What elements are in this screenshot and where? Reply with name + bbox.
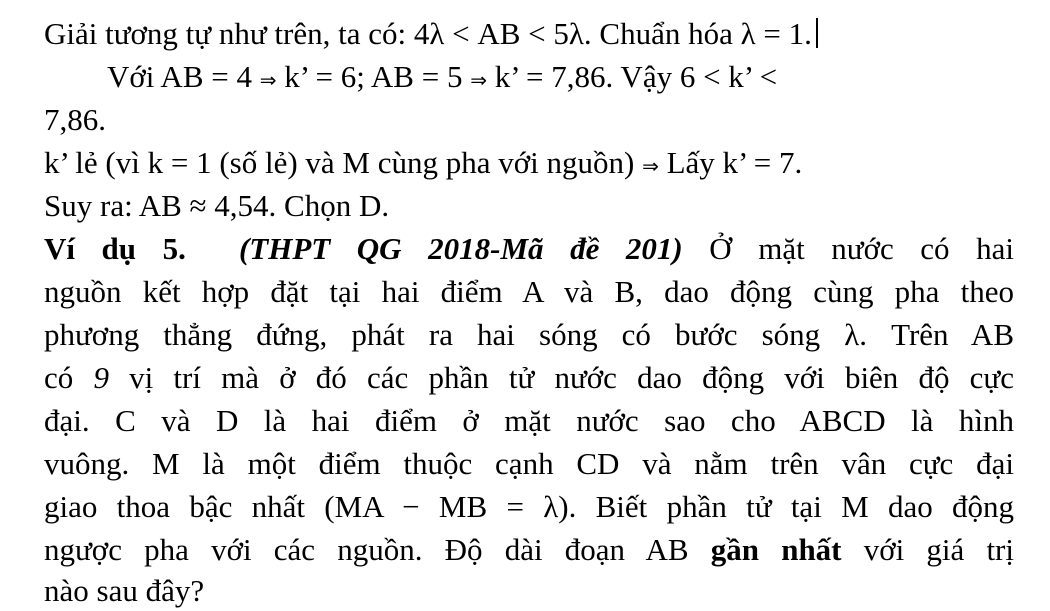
example-line-1 xyxy=(44,229,1014,269)
example-number: 9 xyxy=(93,360,109,395)
example-text: với giá trị xyxy=(841,532,1014,567)
solution-text: k’ = 7,86. Vậy 6 < k’ < xyxy=(486,59,778,94)
example-text: giao thoa bậc nhất (MA − MB = λ). Biết phần tử tại M dao động xyxy=(44,489,1014,524)
solution-line-2 xyxy=(107,57,1014,100)
example-line-6 xyxy=(44,444,1014,484)
solution-line-4 xyxy=(44,143,1014,186)
example-text: đại. C và D là hai điểm ở mặt nước sao cho ABCD là hình xyxy=(44,403,1014,438)
example-text: Ở mặt nước có hai xyxy=(682,231,1014,266)
example-label: Ví dụ 5. xyxy=(44,231,186,266)
example-line-3 xyxy=(44,315,1014,355)
text-cursor xyxy=(816,18,818,48)
implies-arrow-icon: ⇒ xyxy=(642,154,659,178)
example-question: nào sau đây? xyxy=(44,573,205,608)
solution-text: Lấy k’ = 7. xyxy=(658,145,803,180)
implies-arrow-icon: ⇒ xyxy=(259,68,277,92)
solution-text: Với AB = 4 xyxy=(107,59,260,94)
solution-text: k’ = 6; AB = 5 xyxy=(276,59,471,94)
example-text: ngược pha với các nguồn. Độ dài đoạn AB xyxy=(44,532,711,567)
example-text: có xyxy=(44,360,94,395)
example-line-8 xyxy=(44,530,1014,570)
solution-answer: Suy ra: AB ≈ 4,54. Chọn D. xyxy=(44,188,390,223)
solution-line-1 xyxy=(44,14,1014,54)
example-line-2 xyxy=(44,272,1014,312)
solution-text: 7,86. xyxy=(44,102,106,137)
example-text: phương thẳng đứng, phát ra hai sóng có bước sóng λ. Trên AB xyxy=(44,317,1014,352)
solution-text: k’ lẻ (vì k = 1 (số lẻ) và M cùng pha với nguồn) xyxy=(44,145,643,180)
example-line-4 xyxy=(44,358,1014,398)
example-line-9 xyxy=(44,571,1014,611)
example-text: vuông. M là một điểm thuộc cạnh CD và nằm trên vân cực đại xyxy=(44,446,1014,481)
example-line-5 xyxy=(44,401,1014,441)
example-source: (THPT QG 2018-Mã đề 201) xyxy=(238,231,683,266)
solution-text: Giải tương tự như trên, ta có: 4λ < AB < 5λ. Chuẩn hóa λ = 1. xyxy=(44,16,812,51)
example-text: nguồn kết hợp đặt tại hai điểm A và B, dao động cùng pha theo xyxy=(44,274,1014,309)
solution-line-5 xyxy=(44,186,1014,226)
implies-arrow-icon: ⇒ xyxy=(470,68,487,92)
emphasis-text: gần nhất xyxy=(710,532,842,567)
example-text: vị trí mà ở đó các phần tử nước dao động với biên độ cực xyxy=(108,360,1014,395)
example-line-7 xyxy=(44,487,1014,527)
solution-line-3 xyxy=(44,100,1014,140)
